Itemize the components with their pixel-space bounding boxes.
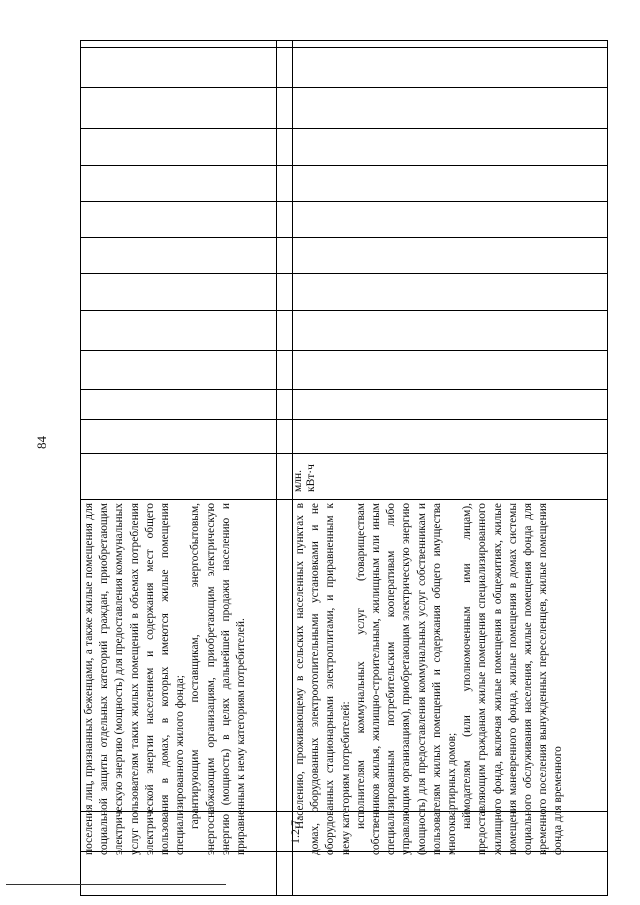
column-divider-line: [81, 201, 607, 202]
column-divider-line: [81, 499, 607, 500]
column-divider-line: [81, 453, 607, 454]
row-a-paragraph-1: поселения лиц, признанных беженцами, а также жилые помещения для социальной защиты отдельных категорий граждан, приобретающим электрическую энергию (мощность) для предоставления коммунальных услуг пользователям таких жилых помещений в объемах потребления электрической энергии населением и содержания мест общего пользования в домах, в которых имеются жилые помещения специализированного жилого фонда;: [83, 503, 187, 855]
column-divider-line: [81, 87, 607, 88]
footnote-rule: [6, 884, 226, 885]
page-number: 84: [34, 436, 49, 449]
row-b-paragraph-3: наймодателям (или уполномоченным ими лицам), предоставляющим гражданам жилые помещения специализированного жилищного фонда, включая жилые помещения в общежитиях, жилые помещения маневренного фонда, жилые помещения в домах системы социального обслуживания населения, жилые помещения фонда для временного поселения вынужденных переселенцев, жилые помещения фонда для временного: [461, 503, 565, 855]
column-divider-line: [81, 273, 607, 274]
column-divider-line: [81, 310, 607, 311]
row-b-paragraph-2: исполнителям коммунальных услуг (товариществам собственников жилья, жилищно-строительным, жилищным или иным специализированным потребительским кооперативам либо управляющим организациям), приобретающим электрическую энергию (мощность) для предоставления коммунальных услуг собственникам и пользователям жилых помещений и содержания общего имущества многоквартирных домов;: [354, 503, 459, 855]
row-b-paragraph-1: Населению, проживающему в сельских населенных пунктах в домах, оборудованных электроотопительными установками и не оборудованных стационарными электроплитами, и приравненным к нему категориям потребителей:: [294, 503, 352, 855]
column-divider-line: [81, 419, 607, 420]
row-b-text-cell: [293, 503, 567, 855]
row-divider-line: [276, 41, 277, 895]
row-b-code: 1.2.7.: [288, 817, 302, 844]
row-a-text-cell: [82, 503, 249, 855]
column-divider-line: [81, 47, 607, 48]
row-a-paragraph-2: гарантирующим поставщикам, энергосбытовым, энергоснабжающим организациям, приобретающим электрическую энергию (мощность) в целях дальнейшей продажи населению и приравненным к нему категориям потребителей.: [189, 503, 248, 855]
column-divider-line: [81, 237, 607, 238]
row-b-unit: млн. кВт·ч: [292, 464, 317, 492]
column-divider-line: [81, 350, 607, 351]
column-divider-line: [81, 128, 607, 129]
column-divider-line: [81, 389, 607, 390]
column-divider-line: [81, 165, 607, 166]
